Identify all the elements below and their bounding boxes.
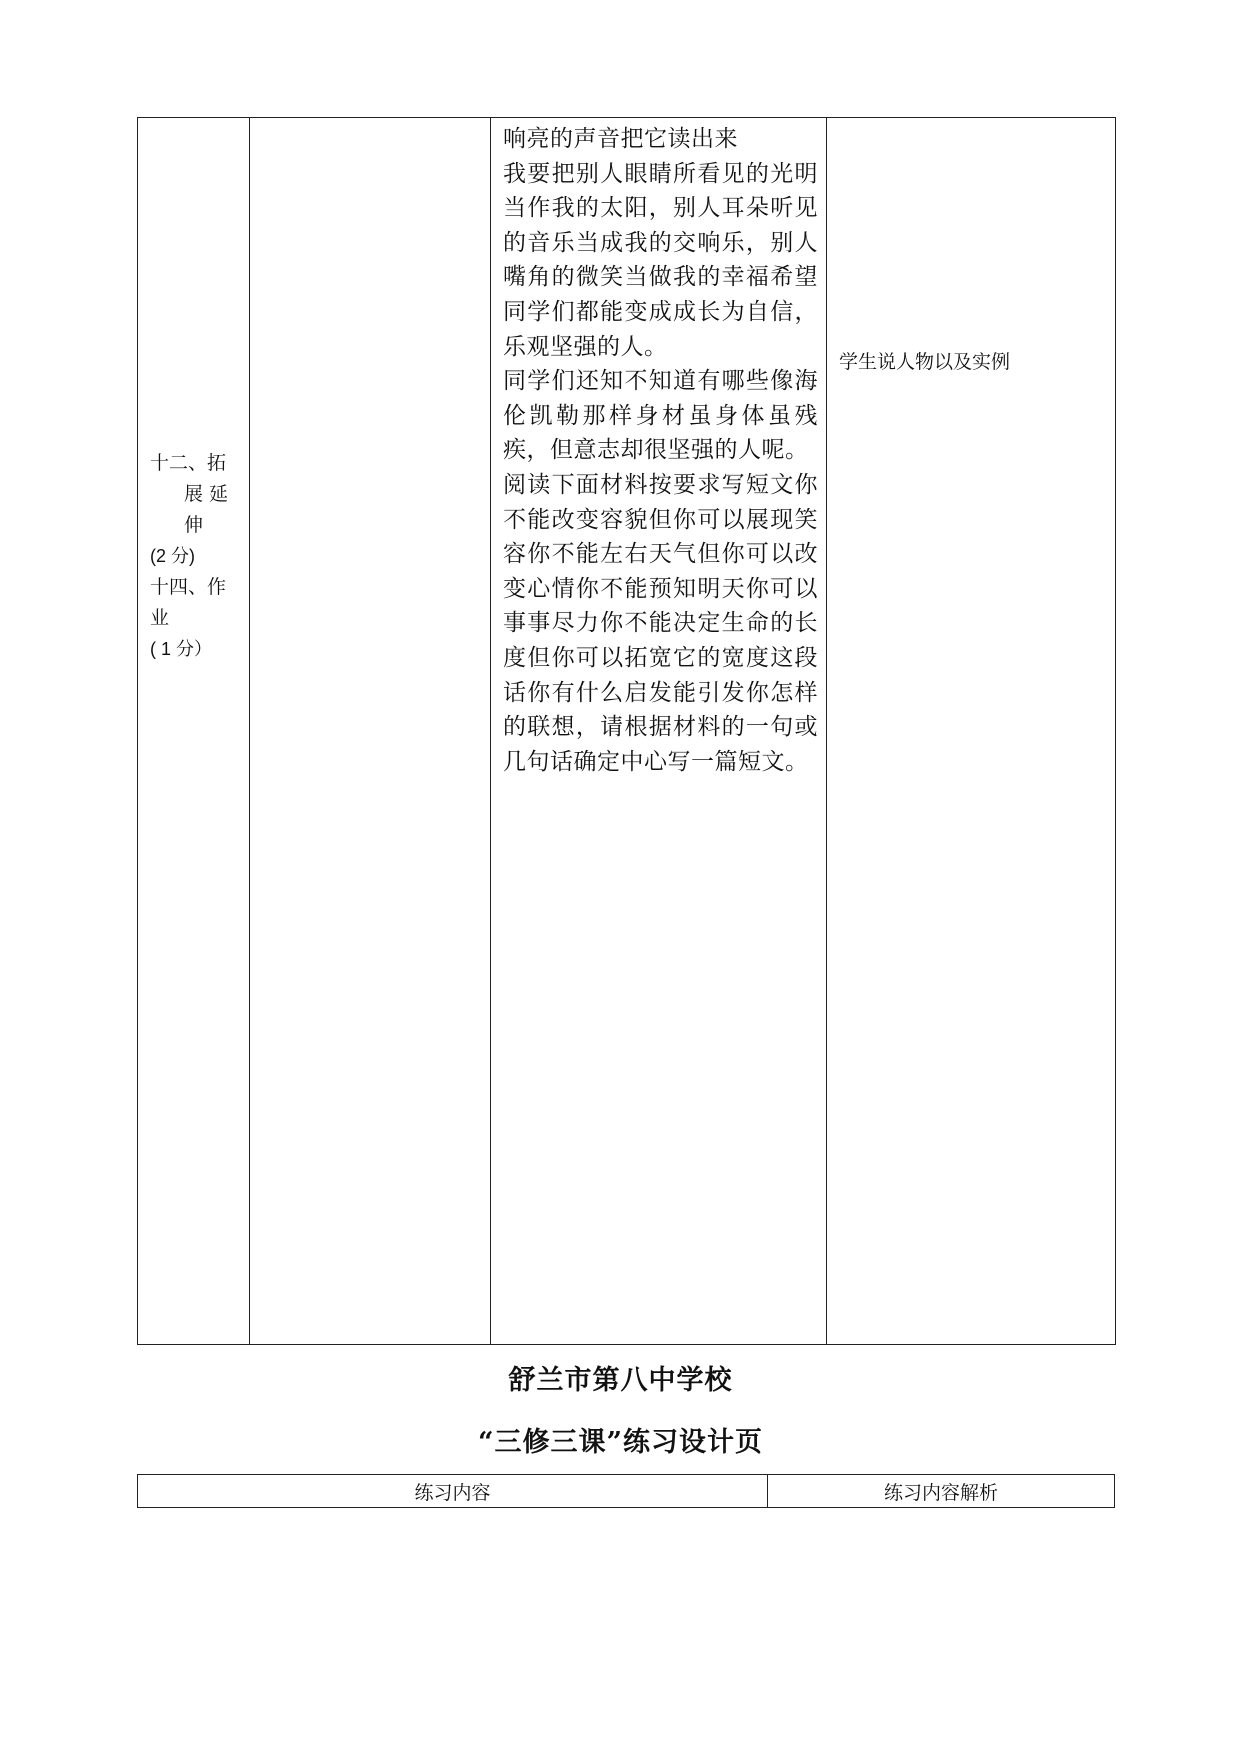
step-label-extension-end: 伸: [184, 514, 204, 536]
practice-content-header: 练习内容: [138, 1475, 768, 1508]
step-labels: [150, 448, 242, 665]
student-activity-cell: [827, 118, 1116, 1345]
step-label-homework-cont: 业: [150, 607, 170, 629]
teacher-paragraph: 响亮的声音把它读出来: [503, 126, 738, 152]
column-a-cell: [250, 118, 491, 1345]
design-page-title: “三修三课”练习设计页: [477, 1427, 764, 1458]
teacher-paragraph: 阅读下面材料按要求写短文你不能改变容貌但你可以展现笑容你不能左右天气但你可以改变心情你不能预知明天你可以事事尽力你不能决定生命的长度但你可以拓宽它的宽度这段话你有什么启发能引发你怎样的联想，请根据材料的一句或几句话确定中心写一篇短文。: [503, 471, 818, 775]
step-label-extension: 十二、拓: [150, 452, 227, 474]
teacher-paragraph: 我要把别人眼睛所看见的光明当作我的太阳，别人耳朵听见的音乐当成我的交响乐，别人嘴角的微笑当做我的幸福希望同学们都能变成成长为自信，乐观坚强的人。: [503, 160, 818, 360]
step-label-extension-cont: 展 延: [184, 483, 229, 505]
step-score-extension: (2 分): [150, 546, 195, 566]
teacher-activity-cell: [491, 118, 827, 1345]
step-score-homework: ( 1 分）: [150, 639, 213, 659]
practice-analysis-header: 练习内容解析: [768, 1475, 1115, 1508]
practice-table: [137, 1474, 1115, 1508]
practice-header-row: [138, 1475, 1115, 1508]
lesson-plan-table: [137, 117, 1116, 1345]
step-cell: [138, 118, 250, 1345]
table-row: [138, 118, 1116, 1345]
school-name: 舒兰市第八中学校: [508, 1365, 733, 1396]
student-activity-text: 学生说人物以及实例: [839, 351, 1011, 373]
teacher-paragraph: 同学们还知不知道有哪些像海伦凯勒那样身材虽身体虽残疾，但意志却很坚强的人呢。: [503, 368, 818, 464]
step-label-homework: 十四、作: [150, 576, 227, 598]
